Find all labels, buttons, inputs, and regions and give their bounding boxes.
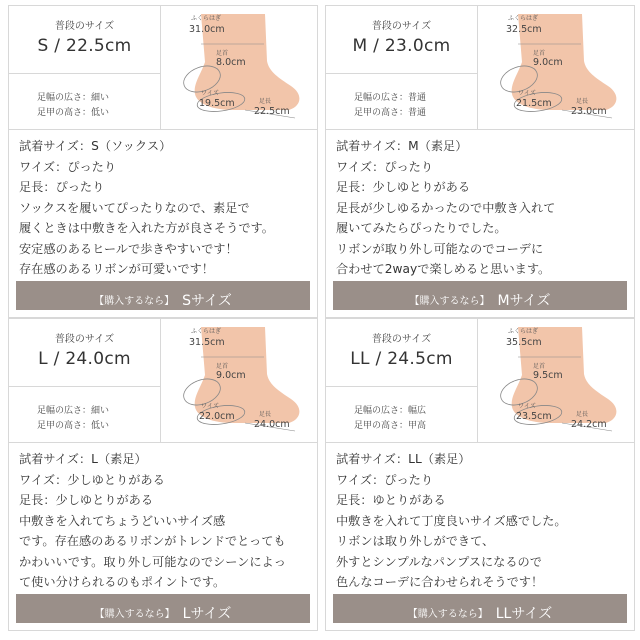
spec-panel [326, 319, 634, 443]
foot-measurement-diagram [161, 319, 321, 442]
foot-measurement-diagram [478, 319, 638, 442]
review-line: 中敷きを入れてちょうどいいサイズ感 [19, 513, 226, 528]
foot-shape-info [326, 74, 478, 129]
calf-label: ふくらはぎ [508, 15, 539, 22]
review-line: 試着サイズ：M（素足） [336, 139, 468, 153]
review-text [19, 449, 311, 593]
review-line: 外すとシンプルなパンプスになるので [336, 554, 542, 569]
usual-size-value: L / 24.0cm [38, 349, 131, 369]
length-label: 足長 [259, 411, 272, 418]
review-line: 履くときは中敷きを入れた方が良さそうです。 [19, 221, 274, 235]
buy-label: 【購入するなら】 [94, 296, 175, 307]
wise-label: ワイズ [201, 90, 219, 97]
wise-value: 19.5cm [199, 98, 235, 109]
usual-size-box [9, 319, 161, 387]
usual-size-value: M / 23.0cm [352, 36, 451, 56]
review-text [19, 136, 311, 280]
foot-width-spec: 足幅の広さ：幅広 [354, 406, 427, 416]
instep-height-spec: 足甲の高さ：甲高 [354, 421, 427, 431]
ankle-value: 8.0cm [216, 57, 246, 68]
length-value: 24.0cm [254, 419, 290, 430]
foot-width-spec: 足幅の広さ：普通 [354, 93, 427, 103]
foot-measurement-diagram [478, 6, 638, 129]
review-card [8, 5, 318, 318]
review-line: リボンが取り外し可能なのでコーデに [336, 241, 544, 256]
buy-size-banner[interactable] [333, 281, 627, 310]
review-line: 存在感のあるリボンが可愛いです！ [19, 262, 214, 276]
review-line: 試着サイズ：LL（素足） [336, 452, 471, 466]
review-line: ソックスを履いてぴったりなので、素足で [19, 200, 250, 215]
wise-label: ワイズ [518, 403, 536, 410]
foot-width-spec: 足幅の広さ：細い [37, 93, 110, 103]
review-line: ワイズ：ぴったり [336, 472, 434, 487]
review-line: 試着サイズ：L（素足） [19, 452, 147, 466]
usual-size-value: LL / 24.5cm [350, 349, 453, 369]
review-text [336, 449, 628, 593]
review-card [8, 318, 318, 631]
buy-size-banner[interactable] [16, 281, 310, 310]
usual-size-label: 普段のサイズ [371, 334, 432, 345]
calf-value: 32.5cm [506, 24, 542, 35]
review-line: ワイズ：少しゆとりがある [19, 472, 165, 487]
usual-size-label: 普段のサイズ [371, 21, 432, 32]
ankle-value: 9.0cm [533, 57, 563, 68]
ankle-label: 足首 [533, 363, 546, 370]
wise-value: 22.0cm [199, 411, 235, 422]
usual-size-label: 普段のサイズ [54, 334, 115, 345]
ankle-value: 9.0cm [216, 370, 246, 381]
foot-shape-info [326, 387, 478, 442]
review-line: 足長：ゆとりがある [336, 493, 446, 507]
wise-value: 21.5cm [516, 98, 552, 109]
foot-shape-info [9, 74, 161, 129]
review-line: 足長が少しゆるかったので中敷き入れて [336, 200, 556, 215]
buy-size: Lサイズ [182, 605, 232, 622]
review-line: リボンは取り外しができて、 [336, 534, 495, 548]
wise-value: 23.5cm [516, 411, 552, 422]
review-line: 足長：少しゆとりがある [19, 493, 154, 507]
review-line: かわいいです。取り外し可能なのでシーンによっ [19, 554, 286, 569]
calf-label: ふくらはぎ [508, 328, 539, 335]
length-value: 24.2cm [571, 419, 607, 430]
ankle-label: 足首 [216, 50, 229, 57]
instep-height-spec: 足甲の高さ：普通 [354, 108, 427, 118]
buy-label: 【購入するなら】 [409, 296, 490, 307]
length-label: 足長 [576, 411, 589, 418]
review-card [325, 318, 635, 631]
review-line: 合わせて2wayで楽しめると思います。 [336, 262, 551, 276]
review-line: ワイズ：ぴったり [336, 159, 434, 174]
spec-panel [326, 6, 634, 130]
review-card [325, 5, 635, 318]
foot-measurement-diagram [161, 6, 321, 129]
spec-panel [9, 319, 317, 443]
buy-size: LLサイズ [495, 605, 553, 622]
length-label: 足長 [259, 98, 272, 105]
review-text [336, 136, 628, 280]
calf-label: ふくらはぎ [191, 328, 222, 335]
review-line: 履いてみたらぴったりでした。 [336, 221, 507, 235]
usual-size-box [326, 6, 478, 74]
buy-label: 【購入するなら】 [407, 609, 488, 620]
calf-value: 31.5cm [189, 337, 225, 348]
spec-panel [9, 6, 317, 130]
buy-size-banner[interactable] [16, 594, 310, 623]
foot-shape-info [9, 387, 161, 442]
ankle-label: 足首 [533, 50, 546, 57]
usual-size-box [9, 6, 161, 74]
review-line: です。存在感のあるリボンがトレンドでとっても [19, 534, 286, 548]
review-line: 色んなコーデに合わせられそうです！ [336, 575, 544, 589]
buy-label: 【購入するなら】 [94, 609, 175, 620]
buy-size: Sサイズ [182, 292, 232, 309]
ankle-label: 足首 [216, 363, 229, 370]
usual-size-box [326, 319, 478, 387]
review-line: 足長：ぴったり [19, 180, 105, 194]
calf-value: 31.0cm [189, 24, 225, 35]
calf-value: 35.5cm [506, 337, 542, 348]
wise-label: ワイズ [201, 403, 219, 410]
review-line: 試着サイズ：S（ソックス） [19, 139, 172, 153]
review-line: 中敷きを入れて丁度良いサイズ感でした。 [336, 513, 567, 528]
review-line: 安定感のあるヒールで歩きやすいです！ [19, 241, 238, 256]
calf-label: ふくらはぎ [191, 15, 222, 22]
review-line: て使い分けられるのもポイントです。 [19, 575, 226, 589]
buy-size: Mサイズ [497, 292, 551, 309]
usual-size-label: 普段のサイズ [54, 21, 115, 32]
usual-size-value: S / 22.5cm [37, 36, 132, 56]
review-line: ワイズ：ぴったり [19, 159, 117, 174]
foot-width-spec: 足幅の広さ：細い [37, 406, 110, 416]
length-label: 足長 [576, 98, 589, 105]
instep-height-spec: 足甲の高さ：低い [37, 108, 110, 118]
instep-height-spec: 足甲の高さ：低い [37, 421, 110, 431]
buy-size-banner[interactable] [333, 594, 627, 623]
length-value: 22.5cm [254, 106, 290, 117]
wise-label: ワイズ [518, 90, 536, 97]
ankle-value: 9.5cm [533, 370, 563, 381]
length-value: 23.0cm [571, 106, 607, 117]
review-line: 足長：少しゆとりがある [336, 180, 471, 194]
